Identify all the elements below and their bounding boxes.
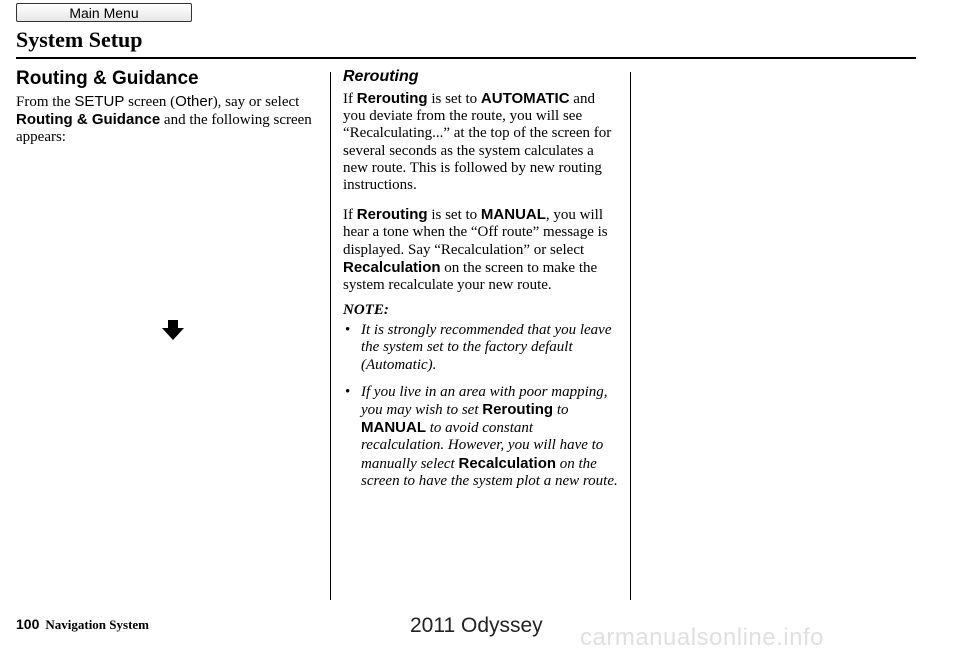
note-item: • If you live in an area with poor mapping, you may wish to set Rerouting to MANUAL to avoid constant recalculation. However, you will have to manually select Recalculation on the screen to have the system plot a new route. [343, 384, 618, 490]
page-label: Navigation System [45, 617, 149, 632]
down-arrow-icon [162, 320, 184, 340]
automatic-keyword: AUTOMATIC [480, 90, 570, 107]
recalculation-keyword: Recalculation [458, 454, 557, 472]
setup-keyword: SETUP [74, 93, 125, 110]
header-rule [16, 57, 916, 59]
left-column [16, 68, 316, 147]
rerouting-keyword: Rerouting [356, 206, 428, 224]
rerouting-keyword: Rerouting [356, 90, 428, 107]
recalculation-keyword: Recalculation [343, 258, 441, 276]
rerouting-automatic-paragraph: If Rerouting is set to AUTOMATIC and you deviate from the route, you will see “Recalculating...” at the top of the screen for several seconds as the system calculates a new route. This is followed by new routing instructions. [343, 90, 612, 194]
routing-guidance-keyword: Routing & Guidance [16, 111, 161, 129]
note-item: • It is strongly recommended that you leave the system set to the factory default (Automatic). [343, 322, 618, 374]
manual-keyword: MANUAL [480, 206, 546, 224]
note-list [343, 322, 618, 490]
note-label: NOTE: [343, 302, 389, 319]
column-divider-left [330, 72, 331, 600]
rerouting-heading: Rerouting [343, 68, 419, 85]
main-menu-button[interactable]: Main Menu [16, 3, 192, 22]
page-footer [16, 616, 149, 633]
page-number: 100 [16, 616, 40, 632]
rerouting-keyword: Rerouting [482, 401, 554, 419]
site-watermark: carmanualsonline.info [580, 624, 824, 651]
column-divider-right [630, 72, 631, 600]
routing-guidance-heading: Routing & Guidance [16, 68, 199, 89]
other-keyword: Other [175, 93, 213, 110]
right-column [343, 68, 618, 500]
section-title: System Setup [16, 27, 143, 52]
intro-paragraph: From the SETUP screen (Other), say or select Routing & Guidance and the following screen appears: [16, 93, 312, 146]
rerouting-manual-paragraph: If Rerouting is set to MANUAL, you will hear a tone when the “Off route” message is displayed. Say “Recalculation” or select Recalculation on the screen to make the system recalculate your new route. [343, 206, 608, 294]
model-watermark: 2011 Odyssey [410, 614, 543, 637]
manual-keyword: MANUAL [361, 419, 426, 437]
